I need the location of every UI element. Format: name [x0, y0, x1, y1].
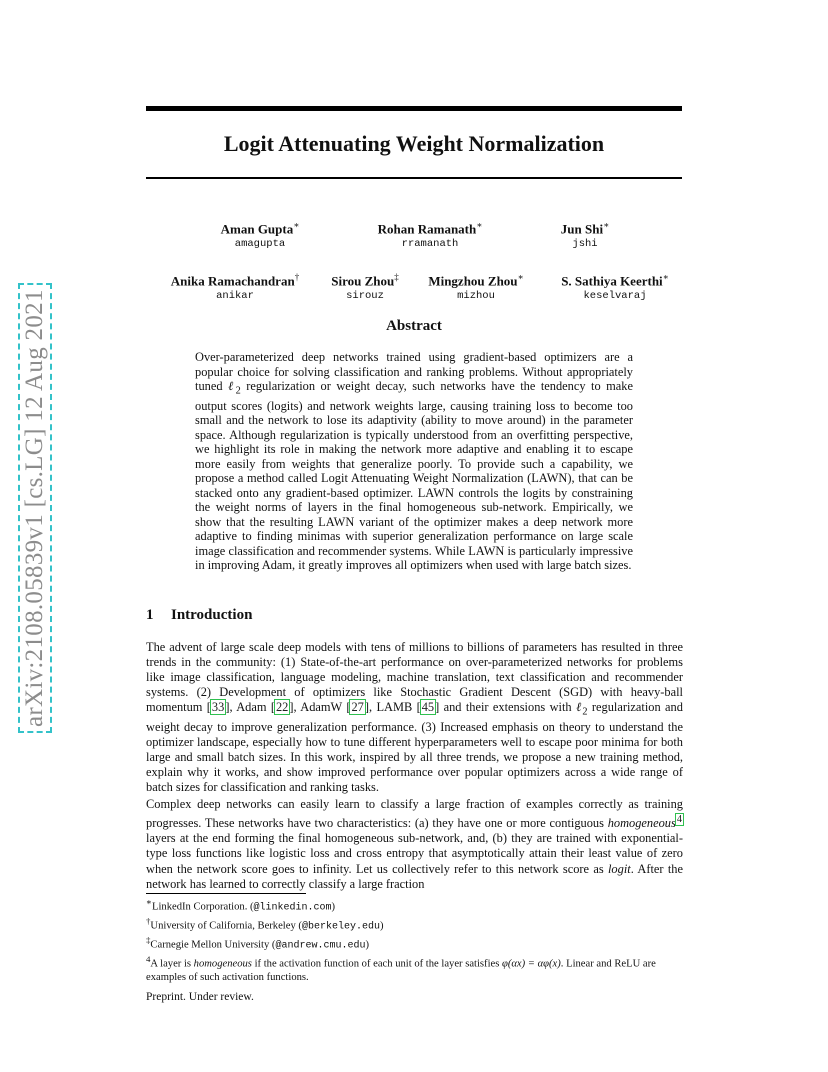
citation-link[interactable]: 45 — [421, 700, 435, 715]
paper-title: Logit Attenuating Weight Normalization — [223, 131, 605, 156]
intro-paragraph: The advent of large scale deep models with tens of millions to billions of parameters has resulted in three trends in the community: (1) State-of-the-art performance on over-parameterized networks for problems like image classification, language modeling, machine translation, text classification and recommender systems. (2) Development of optimizers like Stochastic Gradient Descent (SGD) with heavy-ball momentum [33], Adam [22], AdamW [27], LAMB [45] and their extensions with ℓ$_2$ regularization and weight decay to improve generalization performance. (3) Increased emphasis on theory to understand the optimizer landscape, especially how to tune different hyperparameters well to escape poor minima for both large and small batch sizes. In this work, inspired by all three trends, we propose a new training method, explain why it works, and show improved performance over popular optimizers across a wide range of batch sizes for classification and ranking tasks. — [146, 640, 683, 795]
author-email: rramanath — [401, 238, 459, 251]
author-email: amagupta — [234, 238, 286, 251]
citation-link[interactable]: 27 — [351, 700, 364, 715]
citation-link[interactable]: 33 — [211, 700, 225, 715]
title-rule-top — [146, 106, 682, 111]
intro-paragraph: Complex deep networks can easily learn to classify a large fraction of examples correctly as training progresses. These networks have two characteristics: (a) they have one or more contiguous homogeneous$^4$ layers at the end forming the final homogeneous sub-network, and, (b) they are trained with exponential-type loss functions like logistic loss and cross entropy that asymptotically attain their least value of zero when the network score goes to infinity. Let us collectively refer to this network score as logit. After the network has learned to correctly classify a large fraction — [146, 797, 684, 891]
author-block — [520, 217, 650, 251]
footnote-link[interactable]: 4 — [676, 814, 682, 826]
author-block — [420, 269, 532, 303]
author-email: jshi — [572, 238, 598, 251]
author-name: Mingzhou Zhou∗ — [428, 272, 524, 289]
author-name: Anika Ramachandran† — [170, 272, 300, 289]
footnote: †University of California, Berkeley (@berkeley.edu) — [146, 916, 384, 933]
author-email: anikar — [216, 290, 254, 303]
author-block — [540, 269, 690, 303]
author-name: Aman Gupta∗ — [220, 220, 300, 237]
author-name: Jun Shi∗ — [560, 220, 610, 237]
citation-link[interactable]: 22 — [275, 700, 289, 715]
author-block — [160, 269, 310, 303]
author-name: Sirou Zhou‡ — [331, 272, 399, 289]
footnotes — [146, 896, 683, 985]
abstract-text: Over-parameterized deep networks trained using gradient-based optimizers are a popular choice for solving classification and ranking problems. Without appropriately tuned ℓ$_2$ regularization or weight decay, such networks have the tendency to make output scores (logits) and network weights large, causing training loss to become too small and the network to lose its adaptivity (ability to move around) in the parameter space. Although regularization is typically understood from an overfitting perspective, we highlight its role in making the network more adaptive and enabling it to escape more easily from weights that generalize poorly. To provide such a capability, we propose a method called Logit Attenuating Weight Normalization (LAWN), that can be stacked onto any gradient-based optimizer. LAWN controls the logits by constraining the weight norms of layers in the final homogeneous sub-network. Empirically, we show that the resulting LAWN variant of the optimizer makes a deep network more adaptive to finding minimas with superior generalization performance on large scale image classification and recommender systems. While LAWN is particularly impressive in improving Adam, it greatly improves all optimizers when used with large batch sizes. — [195, 350, 633, 573]
footnote: ‡Carnegie Mellon University (@andrew.cmu.edu) — [146, 935, 370, 952]
title-rule-bottom — [146, 177, 682, 179]
author-email: keselvaraj — [583, 290, 647, 303]
author-block — [340, 217, 520, 251]
author-block — [180, 217, 340, 251]
author-block — [320, 269, 410, 303]
author-name: S. Sathiya Keerthi∗ — [561, 272, 669, 289]
author-email: sirouz — [346, 290, 384, 303]
footnote: $^4$A layer is homogeneous if the activation function of each unit of the layer satisfies φ(αx) = αφ(x). Linear and ReLU are examples of such activation functions. — [146, 954, 656, 984]
arxiv-stamp: arXiv:2108.05839v1 [cs.LG] 12 Aug 2021 — [18, 283, 52, 733]
section-heading: 1 Introduction — [146, 607, 253, 623]
author-email: mizhou — [457, 290, 495, 303]
author-name: Rohan Ramanath∗ — [377, 220, 483, 237]
footnote-divider — [146, 893, 306, 894]
footnote: ∗LinkedIn Corporation. (@linkedin.com) — [146, 897, 336, 914]
abstract-heading: Abstract — [386, 318, 442, 334]
page-footer: Preprint. Under review. — [146, 991, 254, 1003]
